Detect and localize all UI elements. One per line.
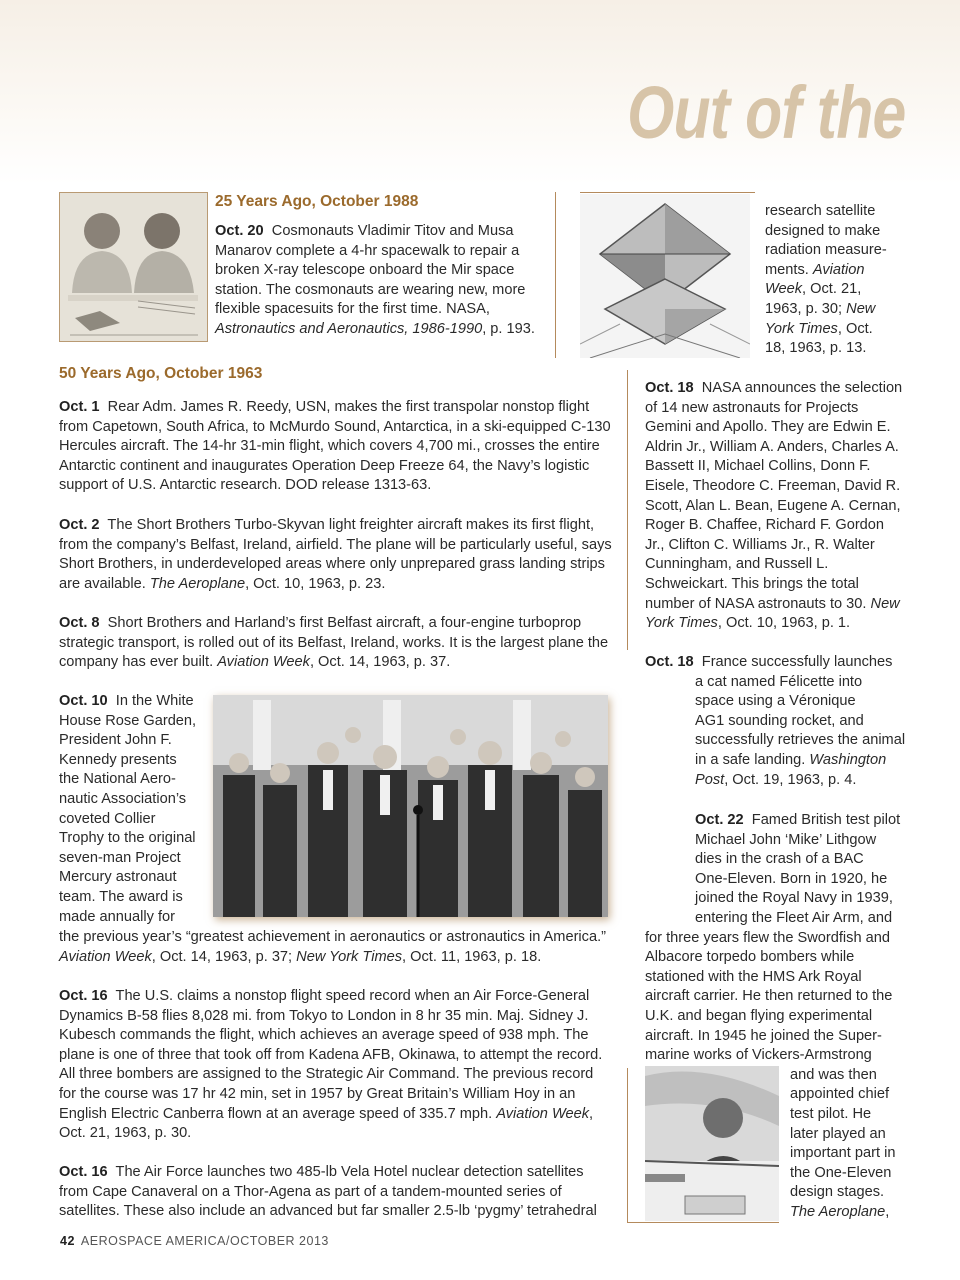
- lithgow-line: important part in: [790, 1145, 896, 1162]
- felicette-line: AG1 sounding rocket, and: [695, 712, 864, 729]
- entry-date: Oct. 8: [59, 615, 100, 631]
- entry-citation: , Oct. 19, 1963, p. 4.: [724, 771, 857, 788]
- entry-date: Oct. 2: [59, 517, 100, 533]
- lithgow-photo: [645, 1066, 779, 1221]
- entry-citation: , Oct. 21,: [802, 281, 862, 298]
- lithgow-line: design stages.: [790, 1184, 885, 1201]
- entry-citation: , p. 193.: [482, 320, 535, 337]
- entry-text: Rear Adm. James R. Reedy, USN, makes the first transpolar nonstop flight from Capetown, South Africa, to McMurdo Sound, Antarctica, in a ski-equipped C-130 Hercules aircraft. The 14-hr 31-min flight, which covers 4,700 mi., crosses the entire Antarctic continent and inaugurates Operation Deep Freeze 64, the Navy’s logistic support of U.S. Antarctic research. DOD release 1313-63.: [59, 399, 611, 494]
- lithgow-line: joined the Royal Navy in 1939,: [695, 890, 893, 907]
- entry-citation: 18, 1963, p. 13.: [765, 340, 867, 357]
- heading-50-years: 50 Years Ago, October 1963: [59, 365, 263, 382]
- entry-citation: , Oct. 11, 1963, p. 18.: [402, 948, 542, 965]
- entry-text: The Short Brothers Turbo-Skyvan light freighter aircraft makes its first flight, from the company’s Belfast, Ireland, airfield. The plane will be particularly useful, says Short Brothers, in underdeveloped areas where only unprepared grass landing strips are available.: [59, 517, 612, 592]
- collier-line: seven-man Project: [59, 849, 181, 866]
- entry-skyvan: [59, 516, 614, 594]
- entry-reedy: [59, 398, 614, 496]
- cont-line: research satellite: [765, 203, 876, 219]
- lithgow-frame-left: [627, 1068, 628, 1223]
- entry-text: The U.S. claims a nonstop flight speed record when an Air Force-General Dynamics B-58 flies 8,028 mi. from Tokyo to London in 8 hr 35 min. Maj. Sidney J. Kubesch commands the flight, which achieves an average speed of 938 mph. The plane is one of three that took off from Kadena AFB, Okinawa, to attempt the record. All three bombers are assigned to the Strategic Air Command. The previous record for the course was 17 hr 42 min, set in 1957 by Great Britain’s William Hoy in an English Electric Canberra flown at an average speed of 335.7 mph.: [59, 988, 603, 1122]
- entry-date: Oct. 16: [59, 1164, 108, 1180]
- entry-date: Oct. 1: [59, 399, 100, 415]
- entry-satellite-continued: [765, 202, 945, 359]
- collier-line: made annually for: [59, 908, 176, 925]
- satellite-photo: [580, 194, 750, 358]
- collier-line: team. The award is: [59, 888, 183, 905]
- entry-source: York Times: [765, 320, 838, 337]
- collier-line: Kennedy presents: [59, 751, 177, 768]
- collier-cont: the previous year’s “greatest achievement in aeronautics or astronautics in America.”: [59, 929, 606, 945]
- entry-date: Oct. 18: [645, 380, 694, 396]
- cont-line: designed to make: [765, 222, 881, 239]
- entry-source: New York Times: [296, 948, 403, 965]
- felicette-line: a cat named Félicette into: [695, 673, 863, 690]
- entry-text: The Air Force launches two 485-lb Vela Hotel nuclear detection satellites from Cape Canaveral on a Thor-Agena as part of a tandem-mounted series of satellites. These also include an advanced but far smaller 2.5-lb ‘pygmy’ tetrahedral: [59, 1164, 597, 1220]
- entry-text: NASA announces the selection of 14 new astronauts for Projects Gemini and Apollo. They are Edwin E. Aldrin Jr., William A. Anders, Charles A. Bassett II, Michael Collins, Donn F. Eisele, Theodore C. Freeman, David R. Scott, Alan L. Bean, Eugene A. Cernan, Roger B. Chaffee, Richard F. Gordon Jr., Clifton C. Williams Jr., R. Walter Cunningham, and Russell L. Schweickart. This brings the total number of NASA astronauts to 30.: [645, 380, 903, 612]
- page-number: 42: [60, 1234, 75, 1248]
- entry-source: New York Times: [645, 595, 900, 632]
- felicette-line: successfully retrieves the animal: [695, 732, 906, 749]
- collier-line: House Rose Garden,: [59, 712, 197, 729]
- entry-source: Astronautics and Aeronautics, 1986-1990: [215, 320, 483, 337]
- entry-source: Aviation Week: [217, 654, 310, 671]
- rose-garden-photo: [213, 695, 608, 917]
- entry-citation: ,: [885, 1203, 890, 1220]
- lithgow-line: appointed chief: [790, 1086, 889, 1103]
- entry-date: Oct. 22: [695, 812, 744, 828]
- entry-source: Post: [695, 771, 725, 788]
- masthead-title: Out of the: [626, 71, 905, 154]
- entry-vela: [59, 1163, 614, 1222]
- collier-line: nautic Association’s: [59, 790, 187, 807]
- satellite-frame-left: [555, 192, 556, 358]
- entry-citation: , Oct. 21, 1963, p. 30.: [59, 1105, 594, 1142]
- entry-text: Cosmonauts Vladimir Titov and Musa Manarov complete a 4-hr spacewalk to repair a broken X-ray telescope onboard the Mir space station. The cosmonauts are wearing new, more flexible spacesuits for the first time. NASA,: [215, 223, 526, 318]
- collier-line: President John F.: [59, 732, 172, 749]
- entry-source: Aviation: [812, 261, 865, 278]
- entry-date: Oct. 18: [645, 654, 694, 670]
- felicette-line: in a safe landing.: [695, 751, 806, 768]
- satellite-frame-top: [580, 192, 755, 193]
- cosmonauts-photo: [59, 192, 208, 342]
- lithgow-line: Michael John ‘Mike’ Lithgow: [695, 831, 877, 848]
- entry-felicette: [645, 653, 915, 790]
- lithgow-line: entering the Fleet Air Arm, and: [695, 909, 893, 926]
- right-column-rule: [627, 370, 628, 650]
- publication-name: AEROSPACE AMERICA/OCTOBER 2013: [80, 1234, 329, 1248]
- collier-line: Trophy to the original: [59, 830, 196, 847]
- collier-line: coveted Collier: [59, 810, 156, 827]
- entry-astronauts: [645, 379, 907, 634]
- entry-citation: , Oct. 10, 1963, p. 23.: [245, 575, 386, 592]
- lithgow-frame-bottom: [627, 1222, 779, 1223]
- entry-source: Aviation Week: [59, 948, 152, 965]
- lithgow-line: One-Eleven. Born in 1920, he: [695, 870, 888, 887]
- entry-date: Oct. 10: [59, 693, 108, 709]
- entry-citation: , Oct. 14, 1963, p. 37;: [151, 948, 293, 965]
- entry-citation: , Oct. 14, 1963, p. 37.: [309, 654, 451, 671]
- felicette-line: space using a Véronique: [695, 693, 856, 710]
- entry-citation: 1963, p. 30;: [765, 300, 843, 317]
- entry-source: Washington: [809, 751, 887, 768]
- lithgow-line: the One-Eleven: [790, 1164, 892, 1181]
- entry-belfast: [59, 614, 614, 673]
- lithgow-line: and was then: [790, 1066, 877, 1083]
- entry-source: The Aeroplane: [790, 1203, 886, 1220]
- cat-image-placeholder: [645, 675, 685, 805]
- lithgow-full: for three years flew the Swordfish and Albacore torpedo bombers while stationed with the HMS Ark Royal aircraft carrier. He then returned to the U.K. and began flying experimental aircraft. In 1945 he joined the Super-marine works of Vickers-Armstrong: [645, 929, 893, 1064]
- page-footer: [60, 1234, 329, 1248]
- entry-collier: [59, 692, 209, 927]
- felicette-first: France successfully launches: [701, 654, 893, 670]
- lithgow-first: Famed British test pilot: [751, 812, 901, 828]
- entry-citation: , Oct. 10, 1963, p. 1.: [717, 615, 851, 632]
- lithgow-line: dies in the crash of a BAC: [695, 851, 864, 868]
- entry-source: Week: [765, 281, 803, 298]
- collier-line: the National Aero-: [59, 771, 176, 788]
- entry-date: Oct. 20: [215, 223, 264, 239]
- lithgow-line: test pilot. He: [790, 1105, 872, 1122]
- entry-titov: [215, 222, 545, 340]
- collier-line: Mercury astronaut: [59, 869, 177, 886]
- cont-line: radiation measure-: [765, 242, 887, 259]
- collier-line: In the White: [115, 693, 194, 709]
- heading-25-years: 25 Years Ago, October 1988: [215, 193, 419, 210]
- entry-date: Oct. 16: [59, 988, 108, 1004]
- entry-source: Aviation Week: [496, 1105, 590, 1122]
- cont-line: ments.: [765, 261, 809, 278]
- entry-source: The Aeroplane: [149, 575, 246, 592]
- entry-b58: [59, 987, 614, 1144]
- entry-text: Short Brothers and Harland’s first Belfast aircraft, a four-engine turboprop strategic transport, is rolled out of its Belfast, Ireland, works. It is the largest plane the company has ever built.: [59, 615, 609, 671]
- lithgow-line: later played an: [790, 1125, 886, 1142]
- entry-collier-continued: [59, 928, 619, 967]
- entry-source: New: [846, 300, 876, 317]
- entry-citation: , Oct.: [837, 320, 873, 337]
